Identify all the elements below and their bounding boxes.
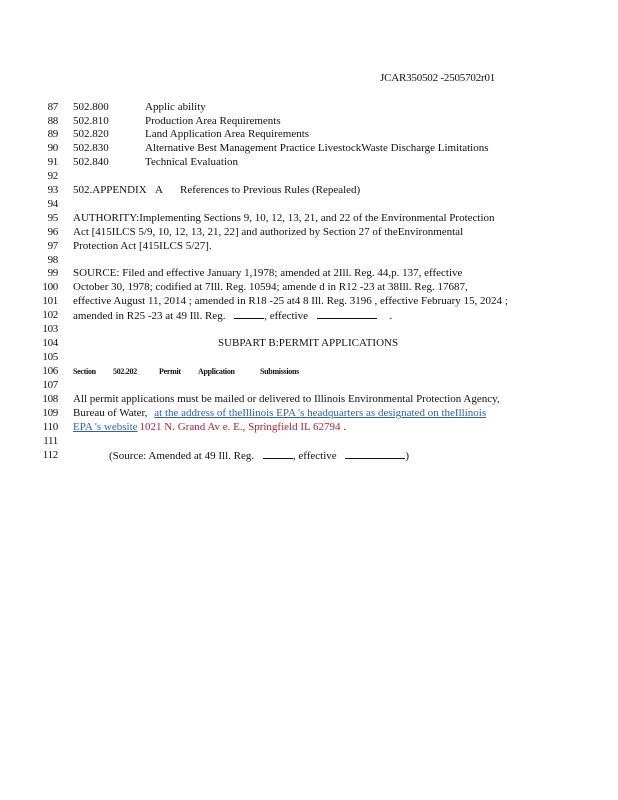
toc-section-title: Land Application Area Requirements xyxy=(145,128,310,140)
line-number: 104 xyxy=(42,337,58,349)
line-number: 96 xyxy=(47,226,58,238)
period: . xyxy=(340,421,347,433)
source-note-text: (Source: Amended at 49 Ill. Reg. xyxy=(109,450,255,462)
source-note-close: ) xyxy=(405,450,410,462)
authority-text: AUTHORITY:Implementing Sections 9, 10, 12, 13, 21, and 22 of the Environmental Protection xyxy=(73,212,495,224)
toc-section-number: 502.820 xyxy=(73,128,109,140)
section-title-word: Permit xyxy=(159,367,181,376)
source-text: October 30, 1978; codified at 7Ill. Reg. 10594; amende d in R12 -23 at 38Ill. Reg. 17687, xyxy=(73,281,468,293)
source-amended-text: amended in R25 -23 at 49 Ill. Reg. xyxy=(73,310,226,322)
body-text: All permit applications must be mailed or delivered to Illinois Environmental Protection Agency, xyxy=(73,393,500,405)
blank-line xyxy=(0,170,618,184)
blank-line xyxy=(0,435,618,449)
body-text xyxy=(73,407,486,419)
section-heading-line xyxy=(0,365,618,379)
source-note xyxy=(109,449,409,462)
blank-line xyxy=(0,351,618,365)
source-effective-text: , effective xyxy=(264,310,308,322)
source-line xyxy=(0,295,618,309)
toc-section-number: 502.810 xyxy=(73,115,109,127)
authority-line xyxy=(0,212,618,226)
authority-text: Protection Act [415ILCS 5/27]. xyxy=(73,240,212,252)
line-number: 110 xyxy=(42,421,58,433)
source-text: effective August 11, 2014 ; amended in R18 -25 at4 8 Ill. Reg. 3196 , effective February 15, 2024 ; xyxy=(73,295,508,307)
section-label: Section xyxy=(73,367,96,376)
appendix-letter: A xyxy=(155,184,163,196)
authority-line xyxy=(0,240,618,254)
document-id-header: JCAR350502 -2505702r01 xyxy=(380,72,496,84)
body-line xyxy=(0,393,618,407)
source-text: amended in R25 -23 at 49 Ill. Reg. , effective . xyxy=(73,310,393,322)
toc-section-title: Applic ability xyxy=(145,101,206,113)
source-text: SOURCE: Filed and effective January 1,1978; amended at 2Ill. Reg. 44,p. 137, effective xyxy=(73,267,463,279)
blank-line xyxy=(0,254,618,268)
line-number: 89 xyxy=(47,128,58,140)
appendix-title: References to Previous Rules (Repealed) xyxy=(180,184,361,196)
blank-line xyxy=(0,379,618,393)
toc-line xyxy=(0,115,618,129)
subpart-heading: SUBPART B:PERMIT APPLICATIONS xyxy=(218,337,399,349)
body-text xyxy=(73,421,346,433)
line-number: 87 xyxy=(47,101,58,113)
line-number: 88 xyxy=(47,115,58,127)
line-number: 94 xyxy=(47,198,58,210)
toc-section-number: 502.800 xyxy=(73,101,109,113)
line-number: 106 xyxy=(42,365,58,377)
toc-section-number: 502.840 xyxy=(73,156,109,168)
register-volume-blank xyxy=(263,449,293,459)
line-number: 100 xyxy=(42,281,58,293)
register-volume-blank xyxy=(234,309,264,319)
line-number: 107 xyxy=(42,379,58,391)
deleted-address-text: 1021 N. Grand Av e. E., Springfield IL 62794 xyxy=(139,421,341,433)
line-number: 91 xyxy=(47,156,58,168)
toc-section-title: Production Area Requirements xyxy=(145,115,281,127)
appendix-line xyxy=(0,184,618,198)
body-line xyxy=(0,421,618,435)
line-number: 95 xyxy=(47,212,58,224)
authority-text: Act [415ILCS 5/9, 10, 12, 13, 21, 22] and authorized by Section 27 of theEnvironmental xyxy=(73,226,464,238)
toc-section-title: Alternative Best Management Practice LivestockWaste Discharge Limitations xyxy=(145,142,489,154)
source-line xyxy=(0,309,618,323)
appendix-number: 502.APPENDIX xyxy=(73,184,147,196)
subpart-heading-line xyxy=(0,337,618,351)
line-number: 105 xyxy=(42,351,58,363)
line-number: 101 xyxy=(42,295,58,307)
line-number: 90 xyxy=(47,142,58,154)
line-number: 97 xyxy=(47,240,58,252)
blank-line xyxy=(0,198,618,212)
inserted-text-link: EPA 's website xyxy=(73,421,138,433)
line-number: 109 xyxy=(42,407,58,419)
authority-line xyxy=(0,226,618,240)
line-number: 92 xyxy=(47,170,58,182)
toc-section-number: 502.830 xyxy=(73,142,109,154)
toc-section-title: Technical Evaluation xyxy=(145,156,238,168)
body-plain-text: Bureau of Water, xyxy=(73,407,148,419)
toc-line xyxy=(0,128,618,142)
line-number: 98 xyxy=(47,254,58,266)
section-number: 502.202 xyxy=(113,367,137,376)
toc-line xyxy=(0,142,618,156)
body-line xyxy=(0,407,618,421)
line-number: 111 xyxy=(43,435,58,447)
line-number: 99 xyxy=(47,267,58,279)
source-line xyxy=(0,281,618,295)
source-note-effective: , effective xyxy=(292,450,337,462)
inserted-text-link: at the address of theIllinois EPA 's headquarters as designated on theIllinois xyxy=(154,407,487,419)
source-note-line xyxy=(0,449,618,463)
section-title-word: Submissions xyxy=(260,367,299,376)
effective-date-blank xyxy=(345,449,405,459)
line-number: 112 xyxy=(42,449,58,461)
section-title-word: Application xyxy=(198,367,235,376)
line-number: 108 xyxy=(42,393,58,405)
toc-line xyxy=(0,156,618,170)
effective-date-blank xyxy=(317,309,377,319)
line-number: 103 xyxy=(42,323,58,335)
toc-line xyxy=(0,101,618,115)
line-number: 102 xyxy=(42,309,58,321)
blank-line xyxy=(0,323,618,337)
source-line xyxy=(0,267,618,281)
line-number: 93 xyxy=(47,184,58,196)
